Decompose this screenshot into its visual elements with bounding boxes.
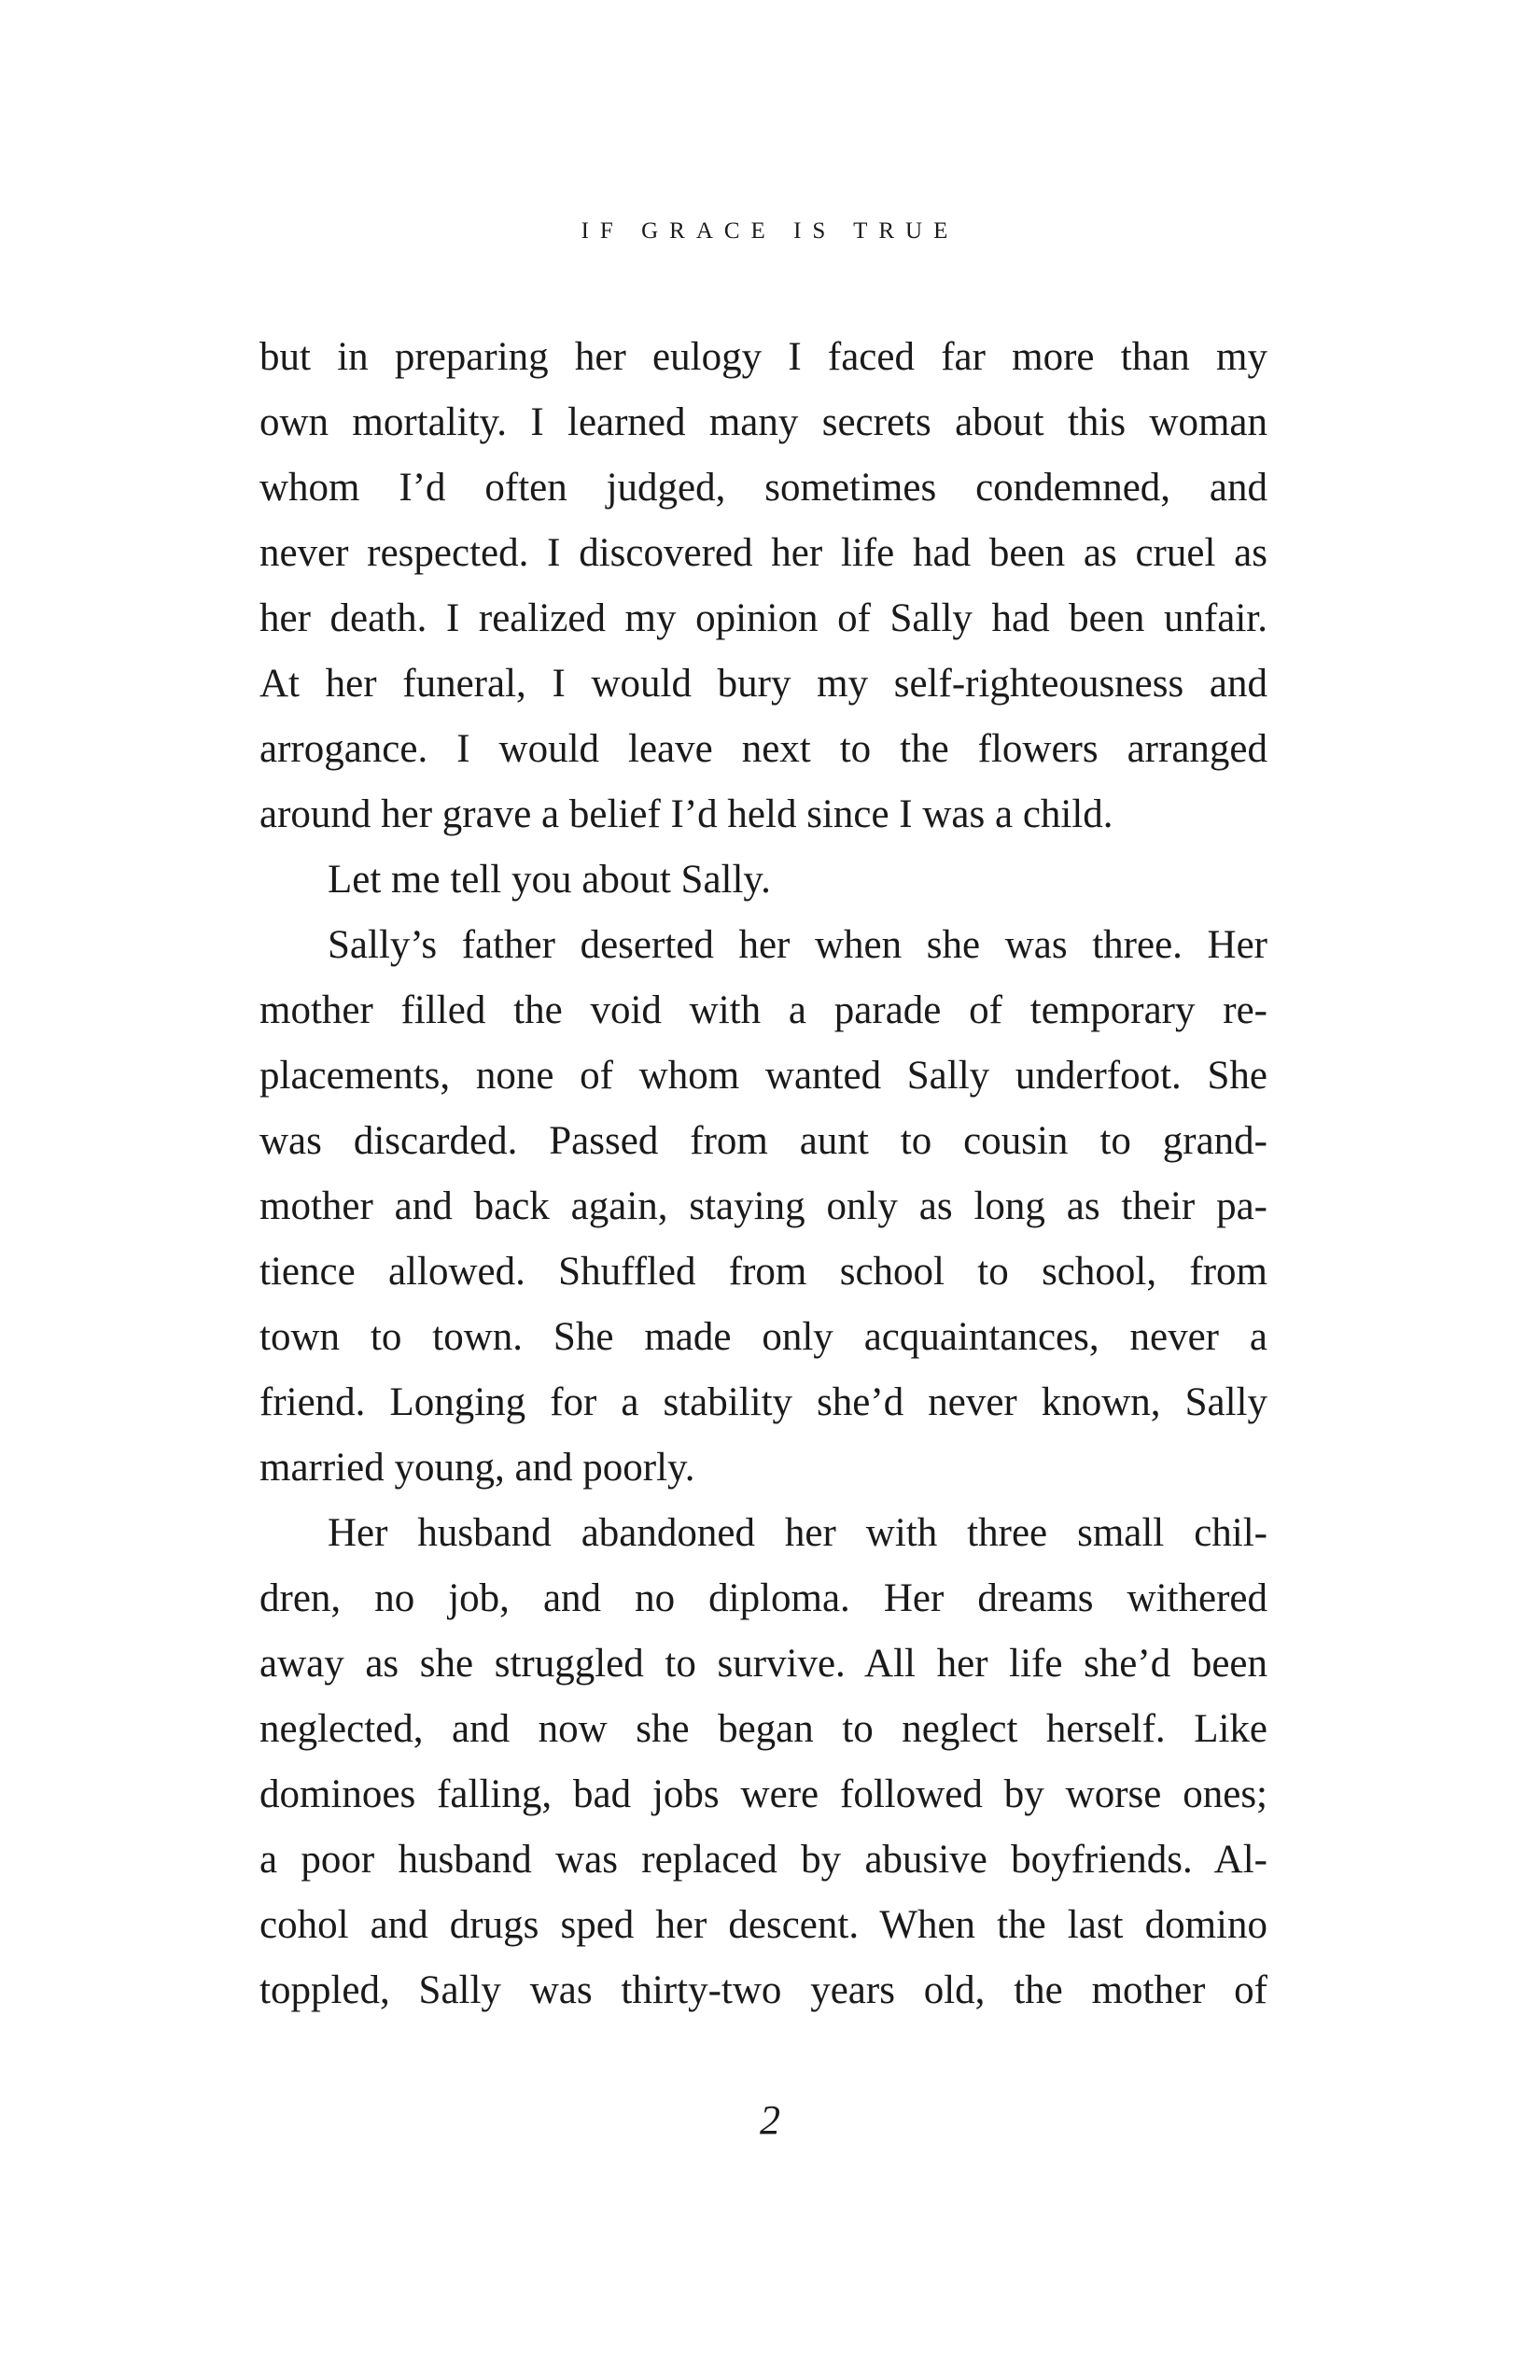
text-line: but in preparing her eulogy I faced far more than my [259, 335, 1267, 379]
text-line: friend. Longing for a stability she’d never known, Sally [259, 1380, 1267, 1424]
text-line: own mortality. I learned many secrets about this woman [259, 400, 1267, 444]
text-line: whom I’d often judged, sometimes condemned, and [259, 466, 1267, 510]
text-line: At her funeral, I would bury my self-righteousness and [259, 662, 1267, 706]
text-line: placements, none of whom wanted Sally underfoot. She [259, 1054, 1267, 1098]
text-line: Sally’s father deserted her when she was three. Her [328, 923, 1267, 967]
text-line: arrogance. I would leave next to the flowers arranged [259, 727, 1267, 771]
text-line: her death. I realized my opinion of Sally had been unfair. [259, 596, 1267, 640]
text-line: town to town. She made only acquaintances, never a [259, 1315, 1267, 1359]
text-line: never respected. I discovered her life had been as cruel as [259, 531, 1267, 575]
text-line: neglected, and now she began to neglect herself. Like [259, 1707, 1267, 1751]
page-number: 2 [760, 2097, 780, 2143]
text-line: was discarded. Passed from aunt to cousin to grand- [259, 1119, 1267, 1163]
text-line: Her husband abandoned her with three small chil- [328, 1511, 1267, 1555]
text-line: toppled, Sally was thirty-two years old, the mother of [259, 1968, 1267, 2012]
text-line: a poor husband was replaced by abusive boyfriends. Al- [259, 1838, 1267, 1882]
text-line: around her grave a belief I’d held since I was a child. [259, 792, 1113, 836]
text-line: tience allowed. Shuffled from school to school, from [259, 1250, 1267, 1294]
text-line: married young, and poorly. [259, 1446, 695, 1490]
body-text [259, 330, 1267, 2029]
text-line: mother and back again, staying only as long as their pa- [259, 1184, 1267, 1228]
text-line: Let me tell you about Sally. [328, 858, 771, 902]
running-head: IF GRACE IS TRUE [581, 218, 959, 244]
text-line: dren, no job, and no diploma. Her dreams withered [259, 1576, 1267, 1620]
text-line: mother filled the void with a parade of temporary re- [259, 988, 1267, 1032]
text-line: dominoes falling, bad jobs were followed by worse ones; [259, 1772, 1267, 1816]
text-line: away as she struggled to survive. All her life she’d been [259, 1642, 1267, 1686]
text-line: cohol and drugs sped her descent. When the last domino [259, 1903, 1267, 1947]
